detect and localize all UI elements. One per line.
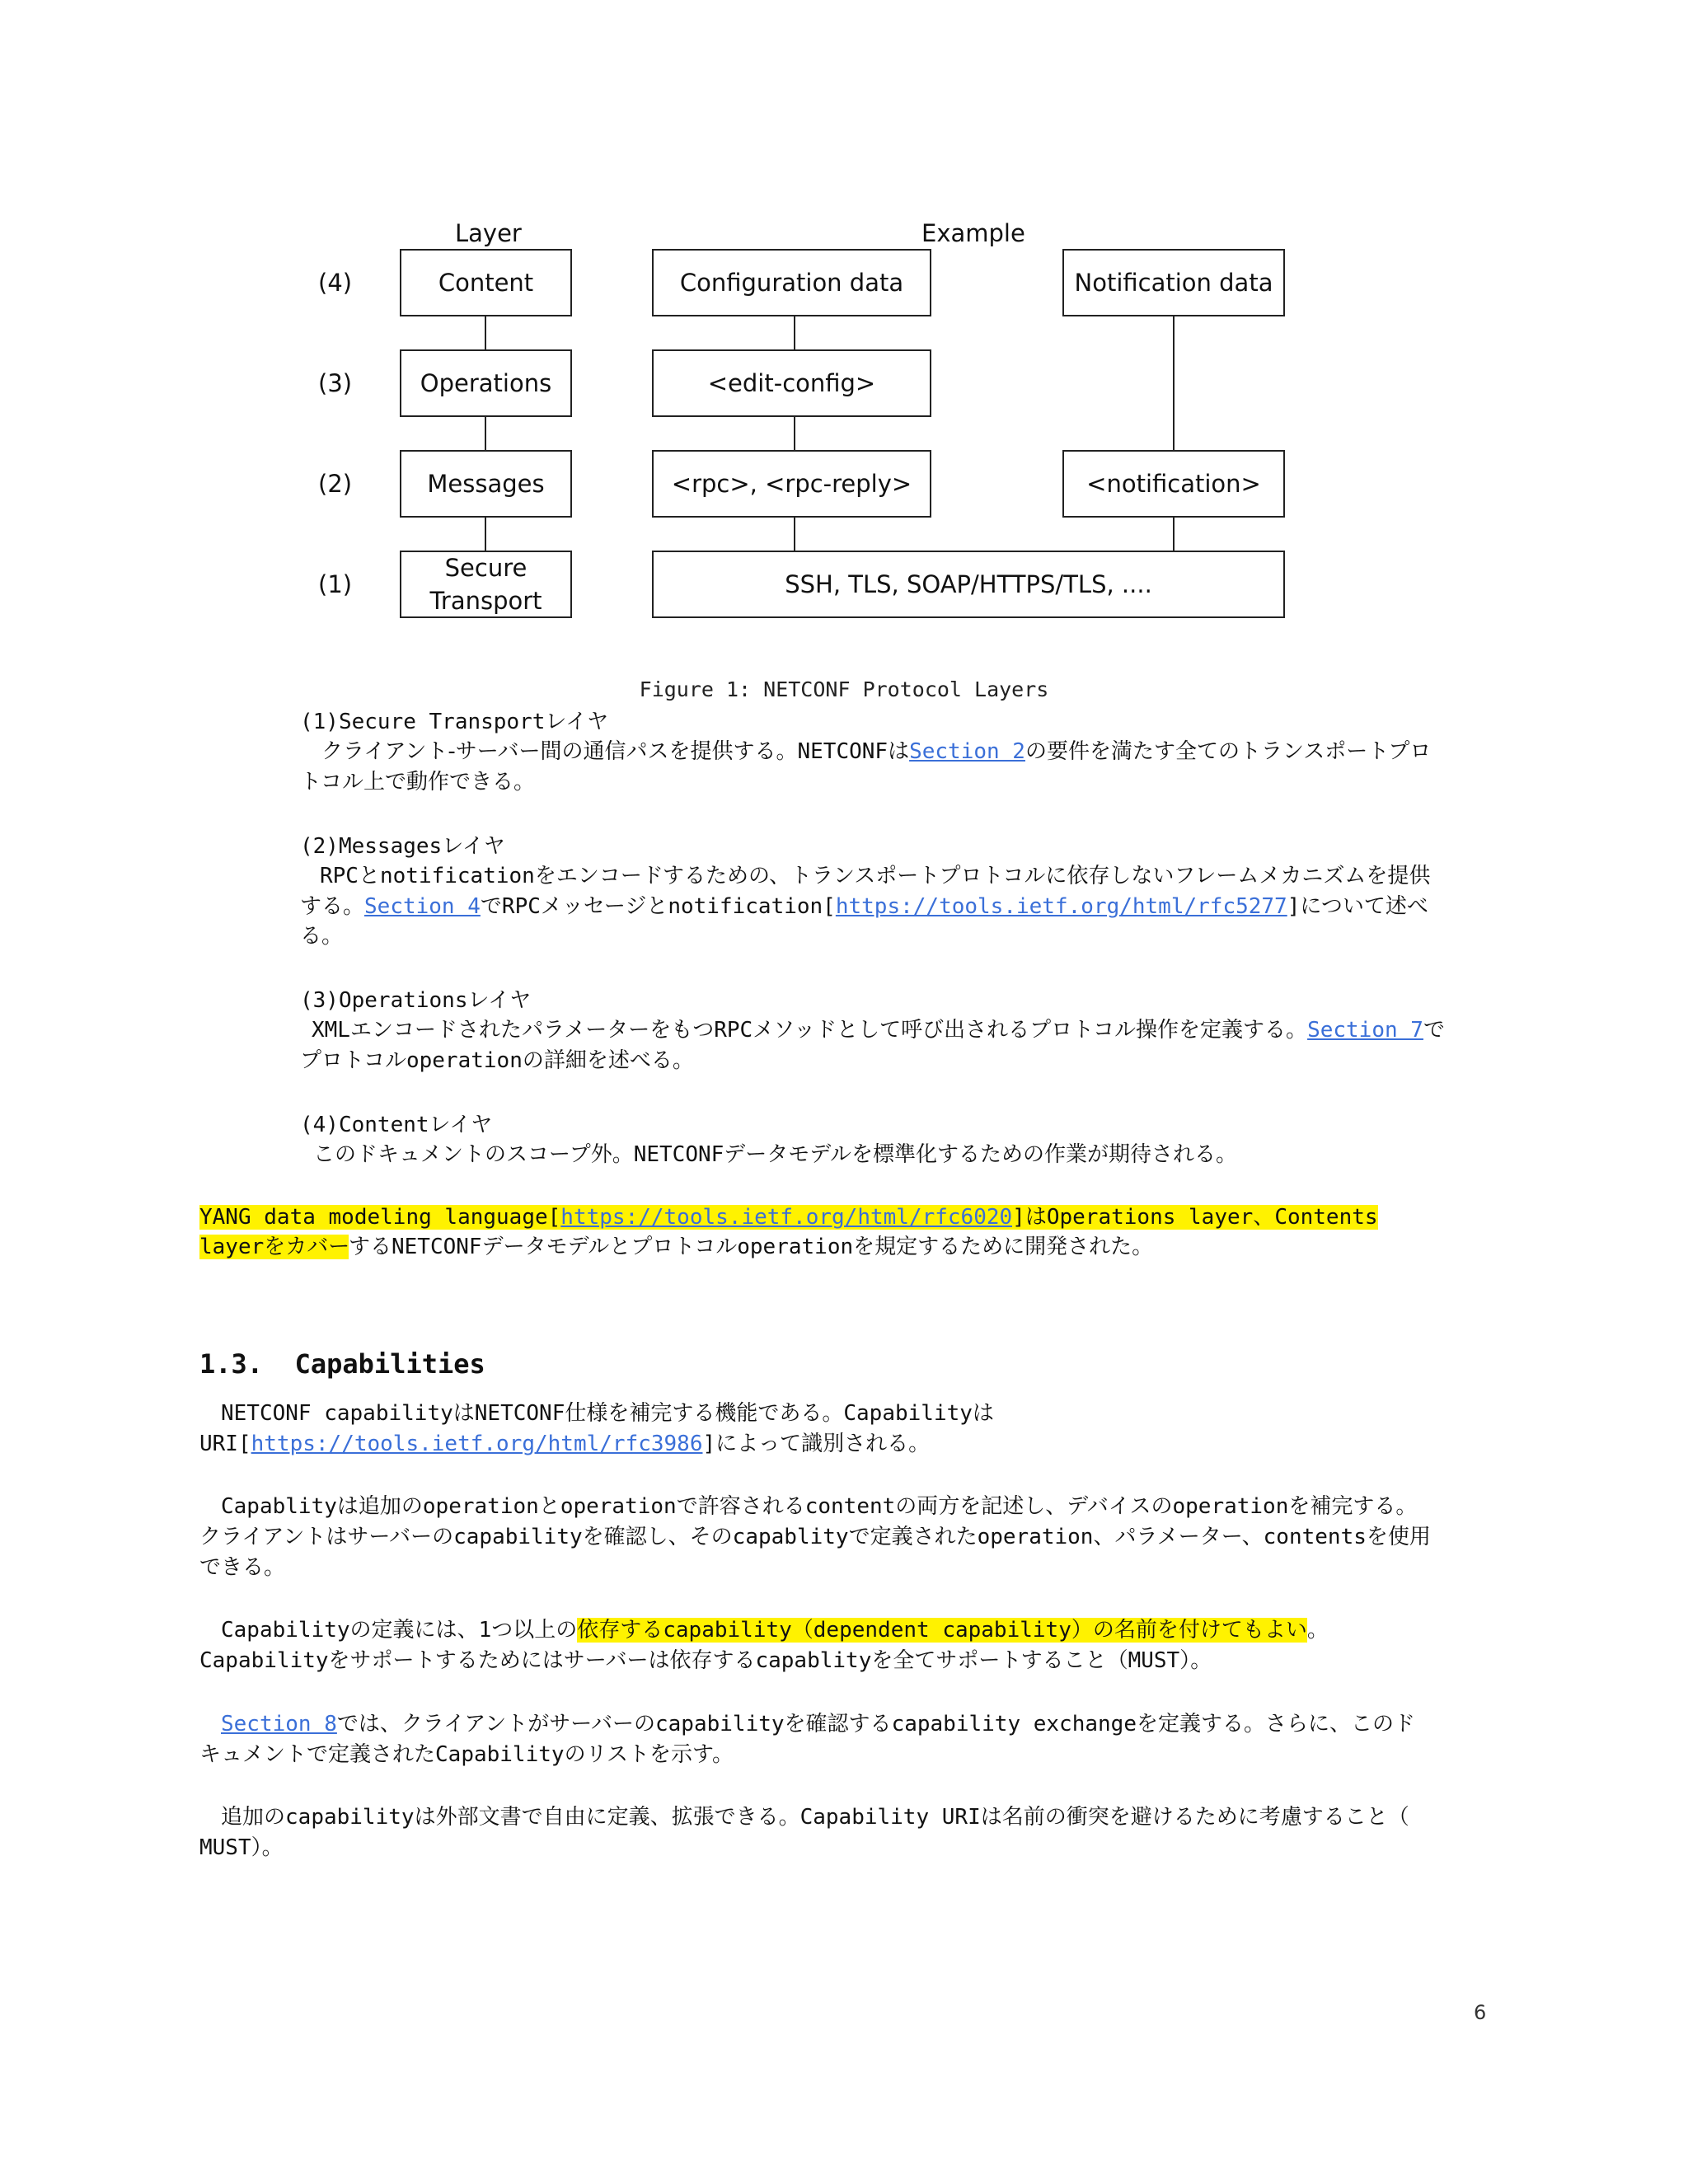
level-label-4: (4) — [318, 269, 353, 297]
example-box-edit-config: <edit-config> — [652, 349, 931, 417]
level-label-3: (3) — [318, 369, 353, 397]
capabilities-p3-line1: Capabilityの定義には、1つ以上の依存するcapability（dependent capability）の名前を付けてもよい。 — [221, 1618, 1329, 1643]
capabilities-p3-line2: Capabilityをサポートするためにはサーバーは依存するcapablityを全てサポートすること（MUST）。 — [199, 1648, 1212, 1673]
connector-line — [794, 518, 795, 551]
layer-3-desc-line2: プロトコルoperationの詳細を述べる。 — [300, 1048, 694, 1073]
capabilities-p1-line2: URI[https://tools.ietf.org/html/rfc3986]によって識別される。 — [199, 1432, 931, 1456]
example-box-transport: SSH, TLS, SOAP/HTTPS/TLS, .... — [652, 551, 1285, 618]
connector-line — [485, 316, 486, 349]
connector-line — [485, 518, 486, 551]
page-number: 6 — [1474, 2001, 1487, 2024]
layer-2-desc-line1: RPCとnotificationをエンコードするための、トランスポートプロトコルに依存しないフレームメカニズムを提供 — [320, 864, 1431, 888]
level-label-2: (2) — [318, 470, 353, 498]
connector-line — [485, 417, 486, 450]
capabilities-p4-line2: キュメントで定義されたCapabilityのリストを示す。 — [199, 1742, 734, 1767]
figure-caption: Figure 1: NETCONF Protocol Layers — [639, 677, 1049, 701]
section-heading — [199, 1348, 485, 1380]
layer-1-desc-line2: トコル上で動作できる。 — [300, 770, 535, 794]
layer-4-title: (4)Contentレイヤ — [300, 1113, 493, 1137]
yang-paragraph-line2: layerをカバーするNETCONFデータモデルとプロトコルoperationを規定するために開発された。 — [199, 1235, 1154, 1259]
connector-line — [794, 316, 795, 349]
connector-line — [1173, 518, 1175, 551]
layer-1-desc-line1: クライアント-サーバー間の通信パスを提供する。NETCONFはSection 2の要件を満たす全てのトランスポートプロ — [321, 739, 1432, 764]
layer-2-desc-line2: する。Section 4でRPCメッセージとnotification[https://tools.ietf.org/html/rfc5277]について述べ — [300, 894, 1428, 919]
layer-2-title: (2)Messagesレイヤ — [300, 834, 505, 859]
protocol-layers-figure — [0, 0, 1688, 659]
link-rfc5277[interactable]: https://tools.ietf.org/html/rfc5277 — [835, 894, 1287, 919]
link-section-7[interactable]: Section 7 — [1307, 1018, 1423, 1043]
layer-box-operations: Operations — [400, 349, 572, 417]
link-section-2[interactable]: Section 2 — [909, 739, 1025, 764]
capabilities-p5-line2: MUST）。 — [199, 1835, 284, 1860]
layer-3-title: (3)Operationsレイヤ — [300, 988, 532, 1013]
link-section-8[interactable]: Section 8 — [221, 1712, 337, 1736]
capabilities-p2-line3: できる。 — [199, 1555, 286, 1580]
link-section-4[interactable]: Section 4 — [364, 894, 481, 919]
layer-box-secure-transport: Secure Transport — [400, 551, 572, 618]
layer-box-messages: Messages — [400, 450, 572, 518]
layer-2-desc-line3: る。 — [300, 924, 344, 949]
connector-line — [794, 417, 795, 450]
capabilities-p4-line1: Section 8では、クライアントがサーバーのcapabilityを確認するcapability exchangeを定義する。さらに、このド — [221, 1712, 1415, 1736]
layer-box-content: Content — [400, 249, 572, 316]
example-box-rpc: <rpc>, <rpc-reply> — [652, 450, 931, 518]
link-rfc3986[interactable]: https://tools.ietf.org/html/rfc3986 — [251, 1432, 703, 1456]
capabilities-p2-line2: クライアントはサーバーのcapabilityを確認し、そのcapablityで定義されたoperation、パラメーター、contentsを使用 — [199, 1525, 1431, 1549]
figure-header-layer: Layer — [455, 219, 522, 247]
layer-1-title: (1)Secure Transportレイヤ — [300, 710, 609, 734]
yang-paragraph-line1: YANG data modeling language[https://tools.ietf.org/html/rfc6020]はOperations layer、Contents — [199, 1205, 1378, 1230]
connector-line — [1173, 316, 1175, 450]
example-box-notification-data: Notification data — [1062, 249, 1285, 316]
link-rfc6020[interactable]: https://tools.ietf.org/html/rfc6020 — [560, 1205, 1013, 1230]
capabilities-p1-line1: NETCONF capabilityはNETCONF仕様を補完する機能である。Capabilityは — [221, 1401, 994, 1426]
layer-3-desc-line1: XMLエンコードされたパラメーターをもつRPCメソッドとして呼び出されるプロトコル操作を定義する。Section 7で — [312, 1018, 1445, 1043]
layer-4-desc-line1: このドキュメントのスコープ外。NETCONFデータモデルを標準化するための作業が期待される。 — [313, 1142, 1237, 1167]
section-number: 1.3. — [199, 1348, 264, 1380]
example-box-configuration-data: Configuration data — [652, 249, 931, 316]
capabilities-p2-line1: Capablityは追加のoperationとoperationで許容されるcontentの両方を記述し、デバイスのoperationを補完する。 — [221, 1494, 1418, 1519]
section-title: Capabilities — [294, 1348, 485, 1380]
example-box-notification: <notification> — [1062, 450, 1285, 518]
level-label-1: (1) — [318, 570, 353, 598]
capabilities-p5-line1: 追加のcapabilityは外部文書で自由に定義、拡張できる。Capability URIは名前の衝突を避けるために考慮すること（ — [221, 1805, 1409, 1830]
figure-header-example: Example — [921, 219, 1025, 247]
